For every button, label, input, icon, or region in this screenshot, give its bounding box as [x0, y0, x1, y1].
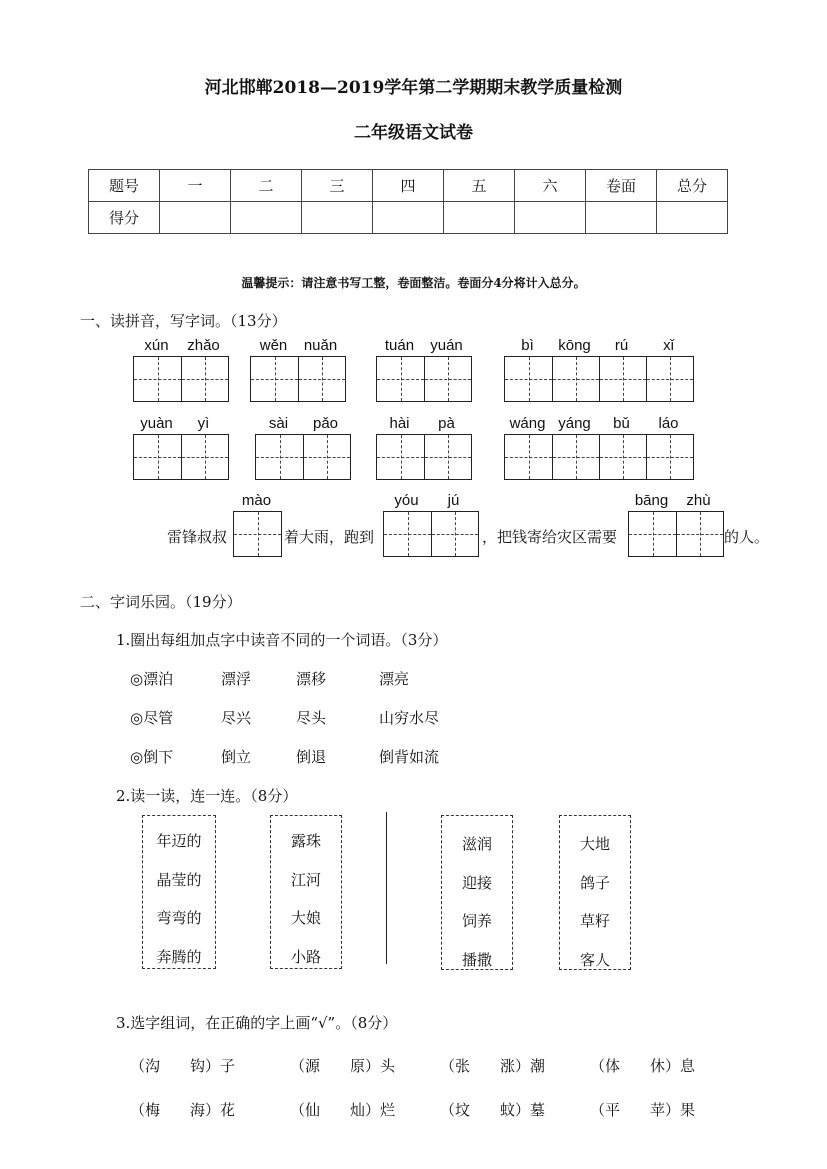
match-word[interactable]: 晶莹的	[156, 871, 202, 889]
pinyin: mào	[241, 492, 272, 509]
pinyin: láo	[658, 415, 679, 432]
match-word[interactable]: 滋润	[461, 835, 492, 853]
sentence-part: 雷锋叔叔	[167, 528, 228, 546]
word-option[interactable]: 倒背如流	[379, 748, 440, 766]
score-cell: 题号	[89, 170, 160, 202]
tian-grid[interactable]	[376, 434, 472, 480]
pinyin: bì	[521, 337, 534, 354]
score-input-cell[interactable]	[231, 202, 302, 234]
tian-grid[interactable]	[383, 511, 479, 557]
pinyin: wáng	[509, 415, 546, 432]
pinyin: hài	[389, 415, 410, 432]
match-word[interactable]: 客人	[579, 951, 610, 969]
score-cell: 总分	[657, 170, 728, 202]
pinyin: yì	[197, 415, 210, 432]
score-input-cell[interactable]	[302, 202, 373, 234]
pinyin: yuàn	[140, 415, 173, 432]
match-word[interactable]: 江河	[290, 871, 321, 889]
word-option[interactable]: 漂浮	[221, 670, 252, 688]
score-input-cell[interactable]	[160, 202, 231, 234]
match-word[interactable]: 大娘	[290, 909, 321, 927]
choice-group[interactable]: （坟 蚊）墓	[440, 1101, 546, 1119]
pinyin: sài	[268, 415, 289, 432]
pinyin: zhù	[686, 492, 711, 509]
match-word[interactable]: 露珠	[290, 832, 321, 850]
pinyin: nuǎn	[303, 337, 338, 354]
pinyin: tuán	[384, 337, 415, 354]
q1-prompt: 1.圈出每组加点字中读音不同的一个词语。（3分）	[116, 631, 448, 649]
score-cell: 三	[302, 170, 373, 202]
pinyin: wěn	[259, 337, 288, 354]
exam-title: 河北邯郸2018—2019学年第二学期期末教学质量检测	[204, 78, 623, 98]
match-word[interactable]: 鸽子	[579, 874, 610, 892]
score-cell: 二	[231, 170, 302, 202]
q2-prompt: 2.读一读，连一连。（8分）	[116, 787, 298, 805]
word-option[interactable]: 漂亮	[379, 670, 410, 688]
pinyin: yuán	[430, 337, 463, 354]
match-word[interactable]: 播撒	[461, 951, 492, 969]
pinyin: rú	[614, 337, 629, 354]
tian-grid[interactable]	[376, 356, 472, 402]
match-word[interactable]: 迎接	[461, 874, 492, 892]
sentence-part: 着大雨，跑到	[284, 528, 375, 546]
choice-group[interactable]: （仙 灿）烂	[290, 1101, 396, 1119]
word-option[interactable]: ◎倒下	[130, 748, 174, 766]
pinyin: xún	[144, 337, 169, 354]
pinyin: yóu	[394, 492, 419, 509]
word-option[interactable]: 倒退	[296, 748, 327, 766]
pinyin: xǐ	[663, 337, 674, 354]
section1-heading: 一、读拼音，写字词。（13分）	[80, 312, 287, 330]
score-input-cell[interactable]	[515, 202, 586, 234]
pinyin: pǎo	[312, 415, 339, 432]
q3-prompt: 3.选字组词，在正确的字上画“√”。（8分）	[116, 1014, 398, 1032]
match-column-2	[270, 815, 342, 969]
choice-group[interactable]: （沟 钩）子	[130, 1057, 236, 1075]
word-option[interactable]: ◎漂泊	[130, 670, 174, 688]
pinyin: jú	[447, 492, 460, 509]
section2-heading: 二、字词乐园。（19分）	[80, 593, 242, 611]
tian-grid[interactable]	[504, 434, 694, 480]
score-input-cell[interactable]	[373, 202, 444, 234]
tian-grid[interactable]	[233, 511, 282, 557]
word-option[interactable]: 尽兴	[221, 709, 252, 727]
match-column-3	[441, 815, 513, 970]
match-column-1	[142, 815, 216, 969]
score-table-score-row	[89, 202, 728, 234]
score-cell: 六	[515, 170, 586, 202]
pinyin: bāng	[634, 492, 669, 509]
exam-subtitle: 二年级语文试卷	[354, 123, 473, 143]
pinyin: bǔ	[613, 415, 630, 432]
pinyin: pà	[438, 415, 455, 432]
divider-line	[386, 812, 387, 964]
tian-grid[interactable]	[504, 356, 694, 402]
choice-group[interactable]: （梅 海）花	[130, 1101, 236, 1119]
match-column-4	[559, 815, 631, 970]
match-word[interactable]: 大地	[579, 835, 610, 853]
sentence-part: ，把钱寄给灾区需要	[482, 528, 618, 546]
choice-group[interactable]: （源 原）头	[290, 1057, 396, 1075]
choice-group[interactable]: （张 涨）潮	[440, 1057, 546, 1075]
score-cell: 卷面	[586, 170, 657, 202]
score-input-cell[interactable]	[586, 202, 657, 234]
tip-text: 温馨提示：请注意书写工整，卷面整洁。卷面分4分将计入总分。	[241, 276, 586, 290]
score-table-header-row	[89, 170, 728, 202]
match-word[interactable]: 年迈的	[156, 832, 202, 850]
sentence-part: 的人。	[724, 528, 770, 546]
score-cell: 五	[444, 170, 515, 202]
tian-grid[interactable]	[133, 356, 229, 402]
match-word[interactable]: 饲养	[461, 912, 492, 930]
score-cell: 得分	[89, 202, 160, 234]
word-option[interactable]: 山穷水尽	[379, 709, 440, 727]
tian-grid[interactable]	[133, 434, 229, 480]
choice-group[interactable]: （体 休）息	[590, 1057, 696, 1075]
match-word[interactable]: 奔腾的	[156, 948, 202, 966]
score-input-cell[interactable]	[657, 202, 728, 234]
tian-grid[interactable]	[255, 434, 351, 480]
pinyin: yáng	[558, 415, 591, 432]
score-input-cell[interactable]	[444, 202, 515, 234]
match-word[interactable]: 弯弯的	[156, 909, 202, 927]
word-option[interactable]: 倒立	[221, 748, 252, 766]
word-option[interactable]: 漂移	[296, 670, 327, 688]
tian-grid[interactable]	[628, 511, 724, 557]
pinyin: kōng	[558, 337, 591, 354]
match-word[interactable]: 草籽	[579, 912, 610, 930]
score-cell: 四	[373, 170, 444, 202]
match-word[interactable]: 小路	[290, 948, 321, 966]
choice-group[interactable]: （平 苹）果	[590, 1101, 696, 1119]
tian-grid[interactable]	[250, 356, 346, 402]
word-option[interactable]: 尽头	[296, 709, 327, 727]
word-option[interactable]: ◎尽管	[130, 709, 174, 727]
pinyin: zhǎo	[187, 337, 220, 354]
score-cell: 一	[160, 170, 231, 202]
score-table	[88, 169, 728, 234]
